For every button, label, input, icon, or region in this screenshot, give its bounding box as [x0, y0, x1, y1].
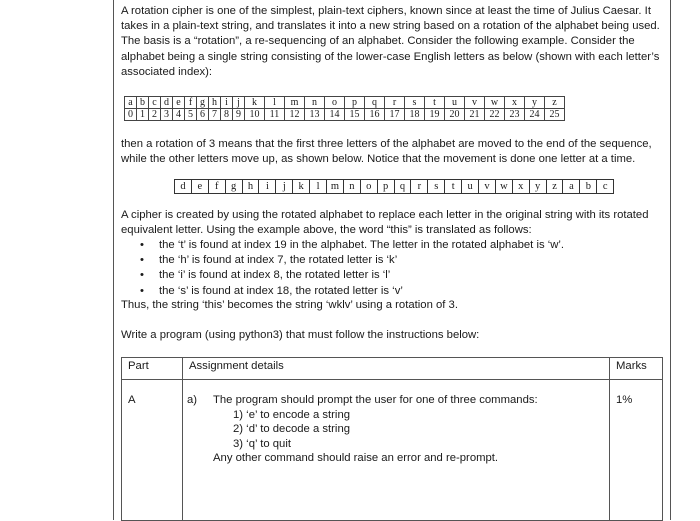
rotated-letter-cell: m [327, 180, 344, 194]
rotated-letter-cell: j [276, 180, 293, 194]
alphabet-letter-cell: s [405, 97, 425, 109]
alphabet-index-cell: 17 [385, 109, 405, 121]
alphabet-index-cell: 8 [221, 109, 233, 121]
alphabet-letter-cell: r [385, 97, 405, 109]
rotated-letter-cell: e [191, 180, 208, 194]
bullet-icon: • [140, 284, 144, 297]
alphabet-letter-cell: i [221, 97, 233, 109]
rotated-letter-cell: v [479, 180, 496, 194]
alphabet-letter-cell: y [525, 97, 545, 109]
alphabet-index-cell: 21 [465, 109, 485, 121]
alphabet-letter-cell: e [173, 97, 185, 109]
rotated-alphabet-strip [174, 179, 614, 194]
command-list [213, 408, 603, 452]
marks-cell: 1% [610, 380, 663, 521]
rotated-letter-cell: q [394, 180, 411, 194]
part-cell: A [122, 380, 183, 521]
alphabet-index-cell: 24 [525, 109, 545, 121]
rotated-letter-cell: x [512, 180, 529, 194]
subpart-cell: a) [183, 380, 208, 521]
alphabet-letter-cell: z [545, 97, 565, 109]
rotated-letter-cell: f [208, 180, 225, 194]
details-lead: The program should prompt the user for one of three commands: [213, 394, 538, 406]
alphabet-letter-cell: w [485, 97, 505, 109]
alphabet-index-row [125, 109, 565, 121]
alphabet-letter-cell: v [465, 97, 485, 109]
rotated-letter-cell: p [377, 180, 394, 194]
alphabet-letter-cell: h [209, 97, 221, 109]
list-item: • the ‘t’ is found at index 19 in the alphabet. The letter in the rotated alphabet is ‘w’. [121, 238, 661, 253]
alphabet-index-cell: 6 [197, 109, 209, 121]
alphabet-index-cell: 23 [505, 109, 525, 121]
alphabet-index-cell: 11 [265, 109, 285, 121]
rotated-letter-cell: h [242, 180, 259, 194]
alphabet-index-cell: 9 [233, 109, 245, 121]
rotated-letter-cell: n [343, 180, 360, 194]
alphabet-index-cell: 5 [185, 109, 197, 121]
alphabet-letter-cell: q [365, 97, 385, 109]
alphabet-letter-cell: n [305, 97, 325, 109]
details-tail: Any other command should raise an error and re-prompt. [213, 452, 499, 464]
rotated-letter-cell: b [580, 180, 597, 194]
list-item: • the ‘s’ is found at index 18, the rotated letter is ‘v’ [121, 284, 661, 299]
alphabet-index-cell: 16 [365, 109, 385, 121]
rotated-letter-cell: i [259, 180, 276, 194]
details-cell [207, 380, 610, 521]
rotated-letter-cell: g [225, 180, 242, 194]
alphabet-index-cell: 3 [161, 109, 173, 121]
rotated-letter-row [175, 180, 614, 194]
rotated-letter-cell: t [445, 180, 462, 194]
bullet-icon: • [140, 254, 144, 267]
alphabet-letter-cell: b [137, 97, 149, 109]
rotated-letter-cell: y [529, 180, 546, 194]
alphabet-index-cell: 19 [425, 109, 445, 121]
alphabet-index-cell: 2 [149, 109, 161, 121]
alphabet-letter-cell: j [233, 97, 245, 109]
rotated-letter-cell: u [462, 180, 479, 194]
alphabet-index-cell: 14 [325, 109, 345, 121]
rotated-letter-cell: r [411, 180, 428, 194]
alphabet-letter-cell: k [245, 97, 265, 109]
alphabet-letter-row [125, 97, 565, 109]
write-program-paragraph: Write a program (using python3) that must follow the instructions below: [121, 329, 480, 341]
assignment-table [121, 357, 663, 521]
list-item: 2) ‘d’ to decode a string [233, 423, 351, 435]
alphabet-index-cell: 15 [345, 109, 365, 121]
alphabet-index-cell: 12 [285, 109, 305, 121]
rotated-letter-cell: d [175, 180, 192, 194]
part-header: Part [122, 358, 183, 380]
alphabet-index-cell: 13 [305, 109, 325, 121]
alphabet-index-cell: 7 [209, 109, 221, 121]
list-item: • the ‘h’ is found at index 7, the rotated letter is ‘k’ [121, 253, 661, 268]
alphabet-letter-cell: f [185, 97, 197, 109]
table-row [122, 380, 663, 521]
list-item: 1) ‘e’ to encode a string [233, 408, 351, 421]
rotated-letter-cell: k [293, 180, 310, 194]
alphabet-letter-cell: d [161, 97, 173, 109]
details-header: Assignment details [183, 358, 610, 380]
rotated-letter-cell: o [360, 180, 377, 194]
alphabet-index-cell: 18 [405, 109, 425, 121]
rotation-paragraph: then a rotation of 3 means that the first three letters of the alphabet are moved to the end of the sequence, while the other letters move up, as shown below. Notice that the movement is done one letter at a time. [121, 138, 652, 166]
alphabet-index-cell: 20 [445, 109, 465, 121]
alphabet-index-cell: 0 [125, 109, 137, 121]
alphabet-letter-cell: x [505, 97, 525, 109]
alphabet-letter-cell: m [285, 97, 305, 109]
alphabet-letter-cell: a [125, 97, 137, 109]
list-item: 3) ‘q’ to quit [233, 437, 291, 450]
alphabet-letter-cell: o [325, 97, 345, 109]
alphabet-letter-cell: u [445, 97, 465, 109]
alphabet-letter-cell: p [345, 97, 365, 109]
rotated-letter-cell: s [428, 180, 445, 194]
rotated-letter-cell: a [563, 180, 580, 194]
thus-paragraph: Thus, the string ‘this’ becomes the string ‘wklv’ using a rotation of 3. [121, 299, 458, 311]
rotated-letter-cell: z [546, 180, 563, 194]
alphabet-index-cell: 10 [245, 109, 265, 121]
rotated-letter-cell: l [310, 180, 327, 194]
alphabet-index-cell: 4 [173, 109, 185, 121]
alphabet-index-cell: 25 [545, 109, 565, 121]
translation-steps-list [121, 238, 661, 299]
alphabet-letter-cell: c [149, 97, 161, 109]
rotated-letter-cell: c [597, 180, 614, 194]
alphabet-index-cell: 1 [137, 109, 149, 121]
list-item: • the ‘i’ is found at index 8, the rotated letter is ‘l’ [121, 268, 661, 283]
table-header-row [122, 358, 663, 380]
bullet-icon: • [140, 239, 144, 251]
alphabet-letter-cell: g [197, 97, 209, 109]
alphabet-letter-cell: l [265, 97, 285, 109]
alphabet-letter-cell: t [425, 97, 445, 109]
cipher-paragraph: A cipher is created by using the rotated alphabet to replace each letter in the original string with its rotated equivalent letter. Using the example above, the word “this” is translated as follows: [121, 209, 649, 237]
alphabet-index-table [124, 96, 565, 121]
alphabet-index-cell: 22 [485, 109, 505, 121]
marks-header: Marks [610, 358, 663, 380]
intro-paragraph: A rotation cipher is one of the simplest, plain-text ciphers, known since at least the time of Julius Caesar. It takes in a plain-text string, and translates it into a new string based on a rotation of the alphabet being used. The basis is a “rotation”, a re-sequencing of an alphabet. Consider the following example. Consider the alphabet being a single string consisting of the lower-case English letters as below (shown with each letter’s associated index): [121, 5, 660, 78]
bullet-icon: • [140, 269, 144, 282]
rotated-letter-cell: w [495, 180, 512, 194]
